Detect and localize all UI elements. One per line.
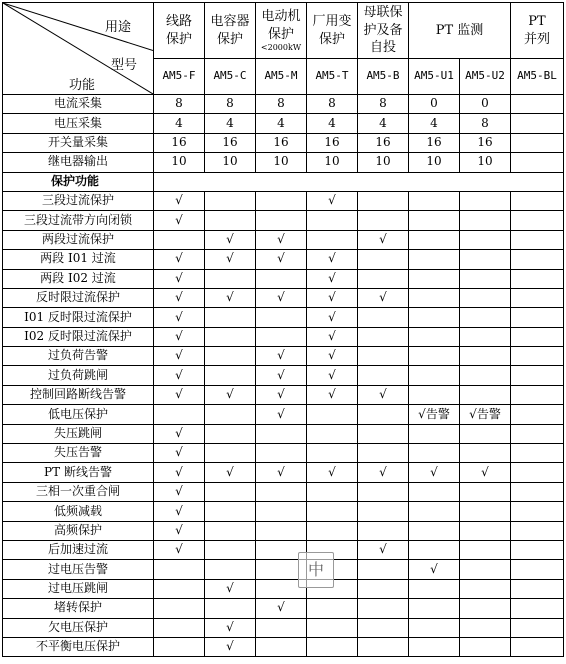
row-label: 三段过流保护 [3,191,154,210]
value-cell: √ [205,463,256,482]
value-cell [409,250,460,269]
value-cell [358,250,409,269]
table-row [3,385,564,404]
value-cell: √ [154,347,205,366]
value-cell: √ [307,250,358,269]
value-cell [358,637,409,656]
value-cell [307,599,358,618]
value-cell [511,444,564,463]
value-cell [460,424,511,443]
value-cell [460,327,511,346]
table-row [3,463,564,482]
value-cell [205,521,256,540]
value-cell [256,637,307,656]
value-cell [154,405,205,424]
value-cell: 10 [358,153,409,172]
model-cell: AM5-U2 [460,59,511,95]
value-cell: √ [205,618,256,637]
value-cell [409,230,460,249]
row-label: 低频减载 [3,502,154,521]
value-cell: 8 [460,114,511,133]
value-cell: √ [358,540,409,559]
row-label: I02 反时限过流保护 [3,327,154,346]
value-cell [511,560,564,579]
value-cell [205,502,256,521]
table-row [3,637,564,656]
value-cell [511,618,564,637]
value-cell [256,482,307,501]
value-cell [460,230,511,249]
value-cell: √ [154,463,205,482]
value-cell [460,211,511,230]
value-cell [205,599,256,618]
value-cell: √ [154,482,205,501]
category-station-transformer: 厂用变 保护 [307,3,358,59]
value-cell [205,560,256,579]
value-cell: √ [154,288,205,307]
row-label: 控制回路断线告警 [3,385,154,404]
value-cell: √ [307,327,358,346]
value-cell: √ [358,288,409,307]
row-label: 过负荷告警 [3,347,154,366]
value-cell [511,327,564,346]
value-cell [154,618,205,637]
section-spacer [154,172,564,191]
value-cell: √ [256,250,307,269]
value-cell [511,637,564,656]
value-cell [205,347,256,366]
value-cell [256,502,307,521]
value-cell: √ [307,347,358,366]
value-cell [205,482,256,501]
value-cell [358,502,409,521]
value-cell: 16 [358,133,409,152]
value-cell [460,579,511,598]
row-label: 电流采集 [3,95,154,114]
value-cell: √ [256,599,307,618]
value-cell: √ [154,444,205,463]
value-cell: √ [256,463,307,482]
table-row [3,599,564,618]
row-label: PT 断线告警 [3,463,154,482]
value-cell [460,191,511,210]
value-cell [205,424,256,443]
value-cell: √ [154,250,205,269]
table-row [3,502,564,521]
value-cell: √ [409,560,460,579]
value-cell: 10 [154,153,205,172]
table-row [3,211,564,230]
value-cell: 0 [460,95,511,114]
value-cell: √ [256,405,307,424]
row-label: 高频保护 [3,521,154,540]
row-label: 欠电压保护 [3,618,154,637]
row-label: 反时限过流保护 [3,288,154,307]
value-cell [154,560,205,579]
value-cell [511,385,564,404]
value-cell [409,521,460,540]
value-cell [205,269,256,288]
value-cell: √告警 [460,405,511,424]
value-cell [511,191,564,210]
value-cell [511,308,564,327]
row-label: 两段 I01 过流 [3,250,154,269]
value-cell [460,366,511,385]
table-row [3,95,564,114]
value-cell [358,444,409,463]
category-line-protection: 线路 保护 [154,3,205,59]
table-row [3,230,564,249]
value-cell [307,444,358,463]
value-cell: 16 [307,133,358,152]
value-cell [358,269,409,288]
model-cell: AM5-F [154,59,205,95]
value-cell: √告警 [409,405,460,424]
value-cell: 4 [358,114,409,133]
value-cell [358,424,409,443]
value-cell [154,599,205,618]
value-cell: √ [154,540,205,559]
row-label: 过电压跳闸 [3,579,154,598]
table-row [3,191,564,210]
value-cell: √ [154,366,205,385]
protection-function-table [2,2,564,657]
value-cell [409,444,460,463]
category-motor-protection: 电动机 保护 <2000kW [256,3,307,59]
table-row [3,424,564,443]
value-cell: √ [307,463,358,482]
row-label: 失压告警 [3,444,154,463]
value-cell [409,327,460,346]
value-cell: √ [256,366,307,385]
value-cell [358,347,409,366]
value-cell [154,579,205,598]
value-cell: 4 [205,114,256,133]
value-cell [460,385,511,404]
value-cell: √ [205,385,256,404]
table-row [3,269,564,288]
value-cell [358,560,409,579]
value-cell: 4 [307,114,358,133]
value-cell [205,405,256,424]
table-row [3,133,564,152]
value-cell: 10 [409,153,460,172]
value-cell [409,599,460,618]
value-cell [511,211,564,230]
value-cell [511,153,564,172]
table-row [3,444,564,463]
value-cell: √ [205,579,256,598]
value-cell [256,424,307,443]
corner-function-label: 功能 [69,78,96,93]
table-row [3,288,564,307]
value-cell [460,269,511,288]
value-cell [409,540,460,559]
value-cell [511,521,564,540]
value-cell: 8 [358,95,409,114]
row-label: 不平衡电压保护 [3,637,154,656]
value-cell [511,599,564,618]
value-cell [358,579,409,598]
value-cell: 16 [460,133,511,152]
value-cell: 4 [409,114,460,133]
value-cell [256,308,307,327]
value-cell [256,211,307,230]
table-row [3,618,564,637]
value-cell: 16 [409,133,460,152]
value-cell: 16 [154,133,205,152]
row-label: 开关量采集 [3,133,154,152]
table-row [3,521,564,540]
value-cell: 10 [460,153,511,172]
value-cell: √ [154,385,205,404]
value-cell [358,618,409,637]
value-cell: √ [154,211,205,230]
value-cell [511,463,564,482]
value-cell: 10 [307,153,358,172]
header-corner-cell [3,3,154,95]
value-cell: √ [154,191,205,210]
value-cell [409,618,460,637]
value-cell [409,385,460,404]
value-cell: 0 [409,95,460,114]
value-cell [358,211,409,230]
value-cell [460,502,511,521]
value-cell [460,599,511,618]
value-cell [511,269,564,288]
value-cell [307,521,358,540]
value-cell [256,191,307,210]
value-cell: √ [205,230,256,249]
value-cell: √ [154,327,205,346]
value-cell [358,366,409,385]
value-cell [154,230,205,249]
table-row [3,540,564,559]
row-label: 失压跳闸 [3,424,154,443]
value-cell: 16 [256,133,307,152]
value-cell [460,288,511,307]
row-label: 低电压保护 [3,405,154,424]
model-cell: AM5-BL [511,59,564,95]
value-cell: √ [154,269,205,288]
value-cell [409,347,460,366]
value-cell: √ [358,230,409,249]
watermark-badge: 中 [298,552,334,588]
value-cell [358,191,409,210]
value-cell [358,521,409,540]
value-cell [256,269,307,288]
value-cell: √ [460,463,511,482]
value-cell [511,540,564,559]
value-cell [307,637,358,656]
value-cell [511,133,564,152]
section-title: 保护功能 [3,172,154,191]
value-cell: √ [256,347,307,366]
value-cell [256,444,307,463]
table-row [3,327,564,346]
table-row [3,579,564,598]
value-cell [358,482,409,501]
value-cell: √ [154,521,205,540]
value-cell: √ [307,288,358,307]
value-cell [409,637,460,656]
value-cell [205,327,256,346]
value-cell [307,424,358,443]
value-cell: 10 [205,153,256,172]
value-cell: √ [409,463,460,482]
row-label: 后加速过流 [3,540,154,559]
row-label: 两段过流保护 [3,230,154,249]
value-cell [205,191,256,210]
value-cell [256,618,307,637]
table-row [3,482,564,501]
value-cell [409,366,460,385]
value-cell: 16 [205,133,256,152]
value-cell [460,482,511,501]
value-cell [358,308,409,327]
value-cell: √ [256,288,307,307]
model-cell: AM5-U1 [409,59,460,95]
value-cell [460,444,511,463]
value-cell [409,579,460,598]
value-cell [409,308,460,327]
value-cell [511,230,564,249]
model-cell: AM5-M [256,59,307,95]
value-cell [409,288,460,307]
value-cell [358,599,409,618]
table-row [3,114,564,133]
value-cell [409,424,460,443]
value-cell [256,327,307,346]
category-pt-parallel: PT 并列 [511,3,564,59]
category-pt-monitor: PT 监测 [409,3,511,59]
value-cell: √ [307,191,358,210]
row-label: 两段 I02 过流 [3,269,154,288]
value-cell [460,308,511,327]
value-cell: √ [358,385,409,404]
value-cell [511,482,564,501]
value-cell: √ [307,385,358,404]
value-cell: √ [358,463,409,482]
value-cell: √ [205,288,256,307]
row-label: 过电压告警 [3,560,154,579]
value-cell [460,521,511,540]
row-label: 电压采集 [3,114,154,133]
value-cell [460,250,511,269]
table-row [3,308,564,327]
value-cell [205,444,256,463]
value-cell [409,211,460,230]
table-row [3,153,564,172]
value-cell: √ [307,308,358,327]
value-cell [307,502,358,521]
row-label: 继电器输出 [3,153,154,172]
row-label: 过负荷跳闸 [3,366,154,385]
value-cell [460,347,511,366]
value-cell: √ [154,502,205,521]
value-cell [511,424,564,443]
value-cell: √ [307,366,358,385]
value-cell [409,502,460,521]
value-cell [307,482,358,501]
value-cell [409,482,460,501]
value-cell [511,579,564,598]
value-cell: √ [154,308,205,327]
value-cell [307,405,358,424]
category-bus-tie: 母联保 护及备 自投 [358,3,409,59]
value-cell [460,540,511,559]
value-cell [409,269,460,288]
corner-usage-label: 用途 [104,20,131,35]
corner-model-label: 型号 [110,58,137,73]
row-label: I01 反时限过流保护 [3,308,154,327]
value-cell [205,211,256,230]
value-cell [256,521,307,540]
value-cell: √ [256,385,307,404]
table-row [3,560,564,579]
category-capacitor-protection: 电容器 保护 [205,3,256,59]
table-row [3,347,564,366]
value-cell [511,502,564,521]
value-cell [511,288,564,307]
value-cell: 8 [307,95,358,114]
value-cell: √ [205,250,256,269]
value-cell [511,366,564,385]
value-cell [154,637,205,656]
value-cell [511,114,564,133]
value-cell [511,405,564,424]
value-cell [307,230,358,249]
value-cell: √ [307,269,358,288]
table-row [3,366,564,385]
model-cell: AM5-T [307,59,358,95]
value-cell: 10 [256,153,307,172]
value-cell [460,560,511,579]
value-cell: 4 [154,114,205,133]
row-label: 三段过流带方向闭锁 [3,211,154,230]
value-cell [358,405,409,424]
value-cell [307,211,358,230]
value-cell [205,366,256,385]
model-cell: AM5-B [358,59,409,95]
row-label: 堵转保护 [3,599,154,618]
value-cell [460,618,511,637]
value-cell [205,540,256,559]
table-row [3,250,564,269]
value-cell [511,250,564,269]
value-cell [205,308,256,327]
value-cell: 8 [205,95,256,114]
table-row [3,405,564,424]
row-label: 三相一次重合闸 [3,482,154,501]
value-cell: √ [154,424,205,443]
value-cell: √ [205,637,256,656]
value-cell [358,327,409,346]
value-cell [307,618,358,637]
value-cell [409,191,460,210]
value-cell: 8 [256,95,307,114]
model-cell: AM5-C [205,59,256,95]
value-cell [511,95,564,114]
value-cell: √ [256,230,307,249]
value-cell [511,347,564,366]
value-cell: 8 [154,95,205,114]
value-cell: 4 [256,114,307,133]
value-cell [460,637,511,656]
